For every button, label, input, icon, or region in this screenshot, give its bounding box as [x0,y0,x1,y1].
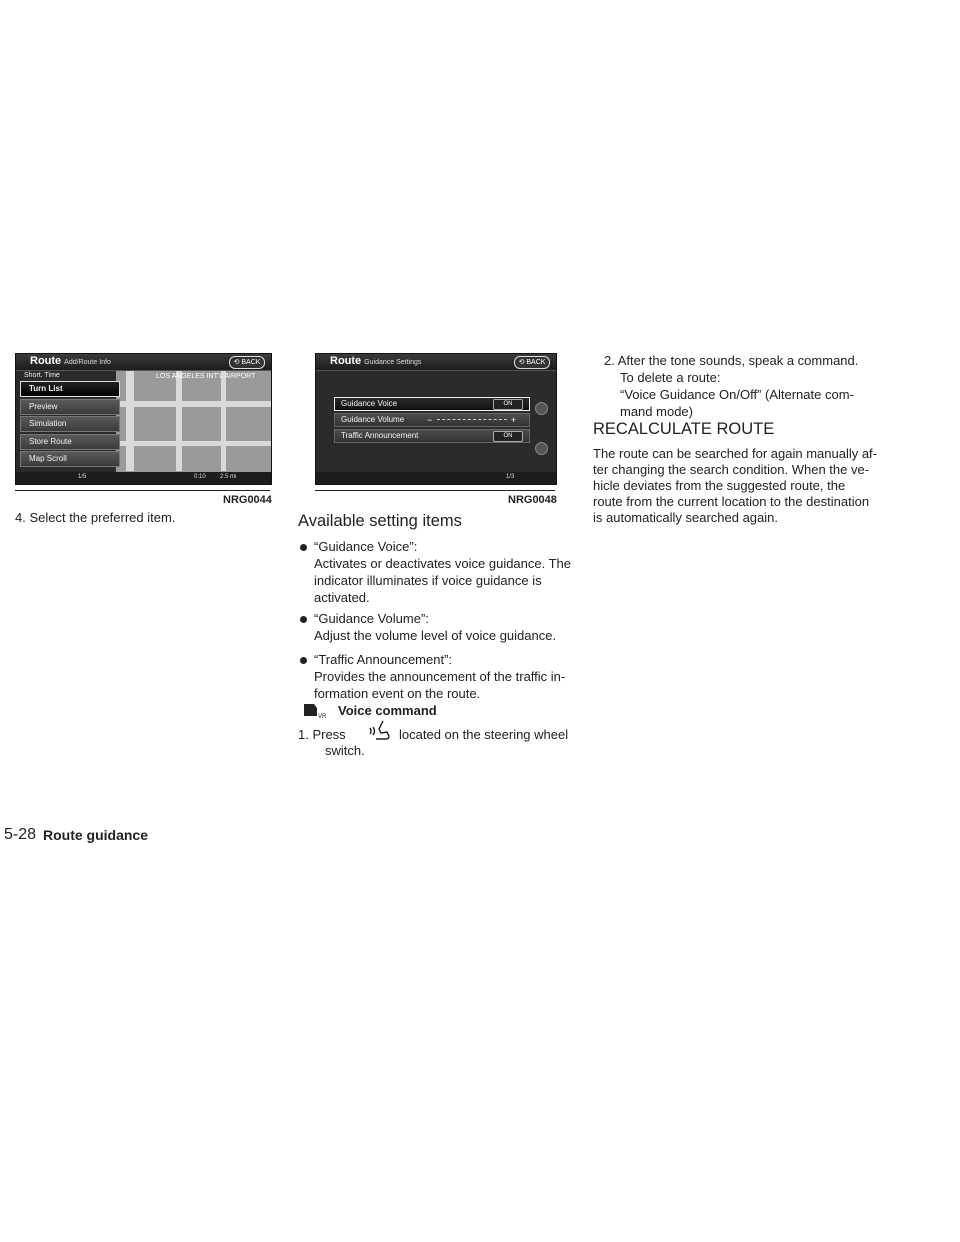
recalc-line1: The route can be searched for again manually af- [593,446,878,461]
bullet-icon [300,616,307,623]
item-guidance-voice-line2: indicator illuminates if voice guidance is [314,573,542,588]
item-traffic-line1: Provides the announcement of the traffic in- [314,669,566,684]
screen-footer [16,472,271,484]
screen-title: Route Add/Route Info [30,355,111,367]
step-2-line3: “Voice Guidance On/Off” (Alternate com- [620,387,854,402]
distance-readout: 2.5 mi [220,474,237,480]
back-button: ⟲ BACK [514,356,550,369]
menu-item-turn-list: Turn List [20,381,120,397]
step-1-rest: located on the steering wheel [399,727,569,742]
step-2-line2: To delete a route: [620,370,721,385]
recalculate-route-heading: RECALCULATE ROUTE [593,420,775,438]
item-traffic-line2: formation event on the route. [314,686,481,701]
screen-footer [316,472,556,484]
item-guidance-volume-title: “Guidance Volume”: [314,611,429,626]
scroll-up-icon [535,402,548,415]
item-guidance-volume-line1: Adjust the volume level of voice guidance. [314,628,557,643]
caption-rule-2 [315,490,555,491]
menu-item-store-route: Store Route [20,434,120,450]
menu-item-map-scroll: Map Scroll [20,451,120,467]
talk-switch-icon [367,720,391,742]
screen-header [16,354,271,371]
screen-header [316,354,556,371]
route-menu [20,371,120,469]
recalc-line2: ter changing the search condition. When the ve- [593,462,870,477]
traffic-announcement-row: Traffic Announcement ON [334,429,530,443]
caption-rule-1 [15,490,270,491]
volume-slider [437,419,507,421]
recalc-line3: hicle deviates from the suggested route, the [593,478,846,493]
screen2-caption: NRG0048 [508,494,557,506]
on-indicator: ON [493,431,523,442]
step-2-line1: 2. After the tone sounds, speak a command. [604,353,859,368]
item-guidance-voice-title: “Guidance Voice”: [314,539,418,554]
back-button: ⟲ BACK [229,356,265,369]
scroll-down-icon [535,442,548,455]
step-1-line2: switch. [325,743,365,758]
step-2-line4: mand mode) [620,404,693,419]
guidance-settings-screenshot [315,353,557,485]
menu-item-simulation: Simulation [20,416,120,432]
step-1-press: 1. Press [298,727,346,742]
recalc-line5: is automatically searched again. [593,510,778,525]
item-guidance-voice-line1: Activates or deactivates voice guidance. The [314,556,572,571]
page-indicator: 1/3 [506,474,515,480]
item-guidance-voice-line3: activated. [314,590,370,605]
screen-subtitle: Add/Route Info [64,359,111,366]
screen-subtitle: Guidance Settings [364,359,422,366]
volume-plus-icon: + [511,415,517,425]
voice-command-heading: Voice command [338,703,437,718]
item-traffic-title: “Traffic Announcement”: [314,652,453,667]
map-label: LOS ANGELES INT'L AIRPORT [156,373,256,380]
menu-item-preview: Preview [20,399,120,415]
map-area [116,371,271,472]
page-indicator: 1/5 [78,474,87,480]
guidance-volume-row: Guidance Volume − + [334,413,530,427]
route-info-screenshot [15,353,272,485]
bullet-icon [300,657,307,664]
menu-header: Short. Time [24,372,60,379]
on-indicator: ON [493,399,523,410]
screen-title: Route Guidance Settings [330,355,422,367]
available-items-heading: Available setting items [298,512,462,530]
voice-command-icon [302,702,328,720]
page-number: 5-28 [4,826,37,843]
section-name: Route guidance [43,827,149,843]
svg-text:VR: VR [318,714,327,720]
guidance-voice-row: Guidance Voice ON [334,397,530,411]
screen1-caption: NRG0044 [223,494,272,506]
volume-minus-icon: − [427,415,433,425]
step-4-text: 4. Select the preferred item. [15,510,176,525]
recalc-line4: route from the current location to the destination [593,494,870,509]
bullet-icon [300,544,307,551]
time-readout: 0:10 [194,474,206,480]
